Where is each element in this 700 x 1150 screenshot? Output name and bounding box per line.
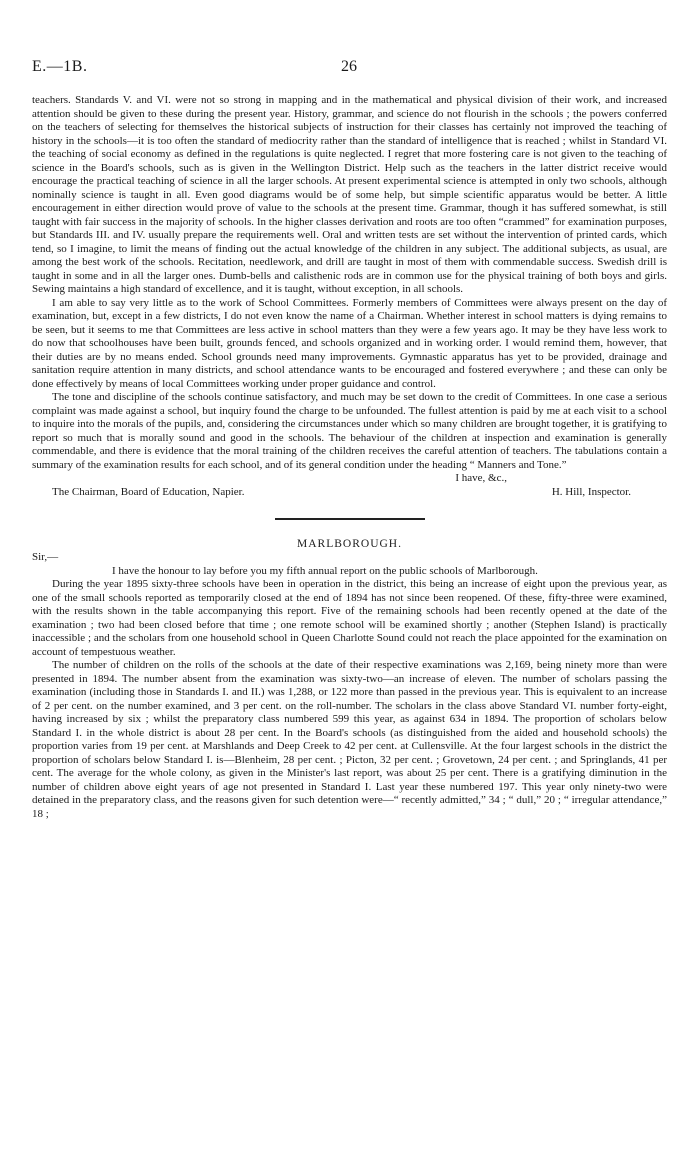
paragraph-continued: teachers. Standards V. and VI. were not so strong in mapping and in the mathematical and physical division of their work, and increased attention should be given to these during the present year. History, grammar, and science do not flourish in the schools ; the powers conferred on the teachers of selecting for themselves the historical subjects of instruction for their classes has certainly not improved the teaching of history in the schools—it is too often the standard of mediocrity rather than the standard of intelligence that is reached ; whilst in Standard VI. the teaching of social economy as defined in the regulations is quite neglected. I regret that more fostering care is not given to the teaching of science in the Board's schools, such as is given in the Wellington District. Help such as the teachers in the latter district receive would encourage the practical teaching of science in all the larger schools. At present experimental science is attempted in only two schools, although nominally science is taught in all. Even good diagrams would be of some help, but simple scientific apparatus would be better. A little encouragement in either direction would prove of value to the schools at the present time. Grammar, though it has suffered somewhat, is still taught with fair success in the majority of schools. In the higher classes derivation and roots are too often “crammed” for examination purposes, but Standards III. and IV. usually prepare the requirements well. Oral and written tests are set without the intervention of printed cards, which tend, so I imagine, to limit the means of finding out the actual knowledge of the children in any subject. The additional subjects, as usual, are among the best work of the schools. Recitation, needlework, and drill are taught in most of them with commendable success. Swedish drill is taught in some and in all the larger ones. Dumb-bells and calisthenic rods are in common use for the physical training of both boys and girls. Sewing maintains a high standard of excellence, and it is taught, without exception, in all schools. <box>32 94 667 295</box>
paragraph-rolls: The number of children on the rolls of the schools at the date of their respective examinations was 2,169, being ninety more than were presented in 1894. The number absent from the examination was sixty-two—an increase of eleven. The number of scholars passing the examination (including those in Standards I. and II.) was 1,288, or 122 more than passed in the previous year. This is equivalent to an increase of 2 per cent. on the number examined, and 3 per cent. on the roll-number. The scholars in the class above Standard VI. number forty-eight, having increased by six ; whilst the preparatory class numbered 599 this year, as against 634 in 1894. The proportion of scholars below Standard I. in the whole district is about 28 per cent. In the Board's schools (as distinguished from the aided and household schools) the proportion varies from 19 per cent. at Marshlands and Deep Creek to 42 per cent. at Cullensville. At the four largest schools in the district the proportion of scholars below Standard I. is—Blenheim, 28 per cent. ; Picton, 32 per cent. ; Grovetown, 24 per cent. ; and Springlands, 41 per cent. The average for the whole colony, as given in the Minister's last report, was about 25 per cent. There is a gratifying diminution in the number of children above eight years of age not presented in Standard I. Last year these numbered 197. This year only ninety-two were detained in the preparatory class, and the reasons given for such detention were—“ recently admitted,” 34 ; “ dull,” 20 ; “ irregular attendance,” 18 ; <box>32 659 667 820</box>
paragraph-intro: I have the honour to lay before you my fifth annual report on the public schools of Marlborough. <box>112 564 538 577</box>
paragraph-committees: I am able to say very little as to the work of School Committees. Formerly members of Committees were always present on the day of examination, but, except in a few districts, I do not even know the name of a Chairman. Whether interest in school matters is dying remains to be seen, but it seems to me that Committees are less active in school matters than they were a few years ago. It may be they have less work to do now that schoolhouses have been built, grounds fenced, and schools organized and in working order. I would remind them, however, that their duties are by no means ended. School grounds need many improvements. Gymnastic apparatus has yet to be provided, drainage and sanitation require attention in many districts, and school attendance wants to be encouraged and fostered everywhere ; and these can only be done effectively by means of local Committees working under proper guidance and control. <box>32 296 667 390</box>
section-title: MARLBOROUGH. <box>297 537 402 550</box>
document-reference: E.—1B. <box>32 58 88 75</box>
inspector-signature: H. Hill, Inspector. <box>551 485 631 498</box>
section-divider <box>275 518 425 520</box>
sign-off: I have, &c., <box>455 472 507 484</box>
salutation: Sir,— <box>32 551 59 563</box>
paragraph-schools-1895: During the year 1895 sixty-three schools have been in operation in the district, this being an increase of eight upon the previous year, as one of the small schools reported as temporarily closed at the end of 1894 has not since been reopened. Of these, fifty-three were examined, with the results shown in the table accompanying this report. Five of the remaining schools had been recently opened at the date of the examination ; two had been closed before that time ; one remote school will be examined shortly ; another (Stephen Island) is practically inaccessible ; and the scholars from one household school in Queen Charlotte Sound could not reach the place appointed for the examination on account of tempestuous weather. <box>32 578 667 658</box>
addressee: The Chairman, Board of Education, Napier. <box>52 485 245 498</box>
page-number: 26 <box>341 58 357 75</box>
paragraph-tone-discipline: The tone and discipline of the schools continue satisfactory, and much may be set down to the credit of Committees. In one case a serious complaint was made against a school, but inquiry found the charge to be unfounded. The fullest attention is paid by me at each visit to a school to inquire into the morals of the pupils, and, considering the circumstances under which so many children are brought together, it is gratifying to report so much that is morally sound and good in the schools. The behaviour of the children at inspection and examination is generally commendable, and there is evidence that the moral training of the children receives the careful attention of teachers. The tabulations contain a summary of the examination results for each school, and of its general condition under the heading “ Manners and Tone.” <box>32 391 667 471</box>
signature-row <box>32 486 667 500</box>
page-body <box>32 94 667 821</box>
page-header <box>32 58 666 78</box>
